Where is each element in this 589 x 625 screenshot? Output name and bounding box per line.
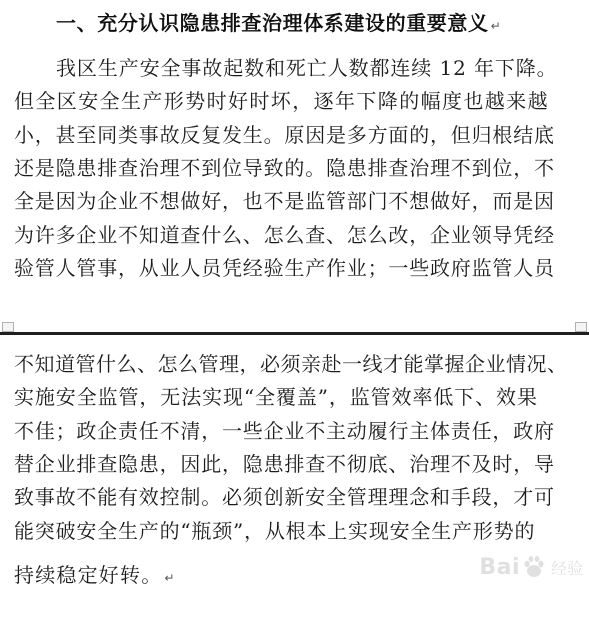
page-gap (0, 320, 589, 332)
body-line: 不佳；政企责任不清，一些企业不主动履行主体责任，政府 (14, 419, 555, 443)
body-line: 小，甚至同类事故反复发生。原因是多方面的，但归根结底 (14, 123, 555, 147)
body-line: 验管人管事，从业人员凭经验生产作业；一些政府监管人员 (14, 256, 555, 280)
body-line: 为许多企业不知道查什么、怎么查、怎么改，企业领导凭经 (14, 223, 555, 247)
body-line: 致事故不能有效控制。必须创新安全管理理念和手段，才可 (14, 485, 555, 509)
paragraph-mark-icon: ↵ (164, 571, 176, 585)
watermark-brand-left: Bai (479, 554, 520, 580)
body-line: 不知道管什么、怎么管理，必须亲赴一线才能掌握企业情况、 (14, 352, 568, 376)
page-corner-marker-icon (2, 322, 14, 332)
body-line-last (14, 560, 176, 590)
body-line: 但全区安全生产形势时好时坏，逐年下降的幅度也越来越 (14, 89, 549, 113)
body-line: 我区生产安全事故起数和死亡人数都连续 12 年下降。 (56, 56, 558, 80)
watermark-brand-right: 经验 (550, 558, 583, 578)
body-line: 能突破安全生产的“瓶颈”，从根本上实现安全生产形势的 (14, 519, 536, 543)
body-line-last-text: 持续稳定好转。 (14, 563, 163, 587)
body-line: 还是隐患排查治理不到位导致的。隐患排查治理不到位，不 (14, 156, 555, 180)
page-break-line (0, 332, 589, 335)
body-line: 实施安全监管，无法实现“全覆盖”，监管效率低下、效果 (14, 385, 538, 409)
baidu-jingyan-watermark (479, 549, 583, 585)
baidu-paw-icon (521, 554, 547, 580)
page-corner-marker-icon (575, 322, 587, 332)
body-line: 替企业排查隐患，因此，隐患排查不彻底、治理不及时，导 (14, 452, 555, 476)
paragraph-mark-icon: ↵ (490, 19, 502, 33)
section-heading (56, 8, 501, 38)
body-line: 全是因为企业不想做好，也不是监管部门不想做好，而是因 (14, 189, 555, 213)
section-heading-text: 一、充分认识隐患排查治理体系建设的重要意义 (56, 11, 489, 35)
